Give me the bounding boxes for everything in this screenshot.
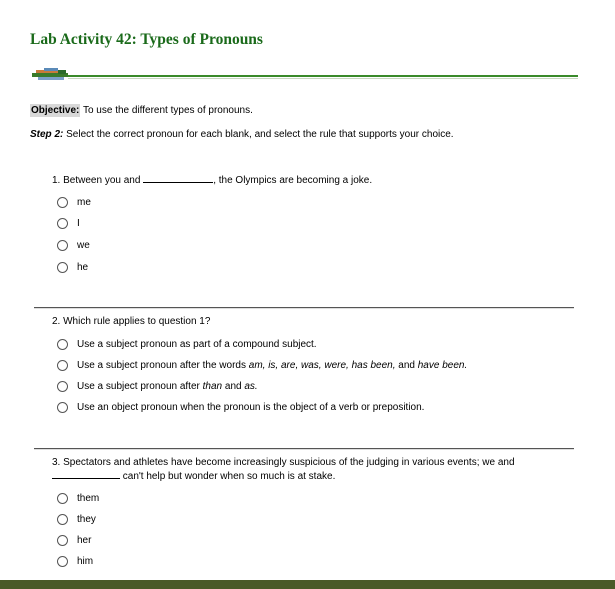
option-text: and xyxy=(395,360,418,371)
radio-button[interactable] xyxy=(57,514,68,525)
option-label: him xyxy=(77,556,94,567)
question-3-line-2: can't help but wonder when so much is at stake. xyxy=(120,471,336,482)
question-3 xyxy=(52,456,572,483)
option-label: them xyxy=(77,493,100,504)
radio-button[interactable] xyxy=(57,339,68,350)
divider-shadow xyxy=(34,449,574,450)
header-rule xyxy=(68,75,578,77)
option-text: and xyxy=(222,381,245,392)
objective-text: To use the different types of pronouns. xyxy=(80,105,253,116)
step-text: Select the correct pronoun for each blank, and select the rule that supports your choice. xyxy=(63,129,454,140)
question-2: 2. Which rule applies to question 1? xyxy=(52,316,211,327)
question-1-blank xyxy=(143,173,213,183)
q1-option-he[interactable] xyxy=(57,262,88,273)
q1-option-we[interactable] xyxy=(57,240,90,251)
q2-option-2[interactable] xyxy=(57,360,467,371)
q1-option-me[interactable] xyxy=(57,197,91,208)
option-label: I xyxy=(77,218,80,229)
radio-button[interactable] xyxy=(57,218,68,229)
page-title: Lab Activity 42: Types of Pronouns xyxy=(30,31,263,48)
option-label: her xyxy=(77,535,92,546)
radio-button[interactable] xyxy=(57,197,68,208)
radio-button[interactable] xyxy=(57,262,68,273)
step-instructions xyxy=(30,129,454,140)
question-3-blank xyxy=(52,469,120,479)
option-label: Use a subject pronoun as part of a compound subject. xyxy=(77,339,317,350)
q2-option-1[interactable] xyxy=(57,339,317,350)
q3-option-her[interactable] xyxy=(57,535,91,546)
header-banner xyxy=(30,64,578,86)
question-1 xyxy=(52,173,372,187)
question-3-line-1: 3. Spectators and athletes have become increasingly suspicious of the judging in various events; we and xyxy=(52,457,515,468)
objective-label: Objective: xyxy=(31,105,80,116)
radio-button[interactable] xyxy=(57,381,68,392)
q3-option-them[interactable] xyxy=(57,493,99,504)
question-1-text-before: 1. Between you and xyxy=(52,175,144,186)
radio-button[interactable] xyxy=(57,556,68,567)
radio-button[interactable] xyxy=(57,493,68,504)
book-icon xyxy=(30,64,76,84)
question-1-text-after: , the Olympics are becoming a joke. xyxy=(213,175,373,186)
radio-button[interactable] xyxy=(57,360,68,371)
option-emphasis: as. xyxy=(244,381,258,392)
radio-button[interactable] xyxy=(57,535,68,546)
option-label: me xyxy=(77,197,91,208)
q3-option-him[interactable] xyxy=(57,556,93,567)
option-label xyxy=(77,360,467,371)
option-label: he xyxy=(77,262,89,273)
option-label xyxy=(77,381,258,392)
divider-shadow xyxy=(34,308,574,309)
option-text: Use a subject pronoun after the words xyxy=(77,360,249,371)
footer-bar xyxy=(0,580,615,589)
option-emphasis: have been. xyxy=(417,360,468,371)
q3-option-they[interactable] xyxy=(57,514,96,525)
q2-option-4[interactable] xyxy=(57,402,424,413)
header-rule-shadow xyxy=(68,78,578,79)
radio-button[interactable] xyxy=(57,240,68,251)
radio-button[interactable] xyxy=(57,402,68,413)
option-label: they xyxy=(77,514,96,525)
option-label: Use an object pronoun when the pronoun is the object of a verb or preposition. xyxy=(77,402,425,413)
option-emphasis: than xyxy=(202,381,223,392)
option-text: Use a subject pronoun after xyxy=(77,381,203,392)
option-emphasis: am, is, are, was, were, has been, xyxy=(248,360,396,371)
q1-option-i[interactable] xyxy=(57,218,80,229)
q2-option-3[interactable] xyxy=(57,381,258,392)
objective xyxy=(30,105,253,116)
step-label: Step 2: xyxy=(30,129,64,140)
option-label: we xyxy=(77,240,90,251)
